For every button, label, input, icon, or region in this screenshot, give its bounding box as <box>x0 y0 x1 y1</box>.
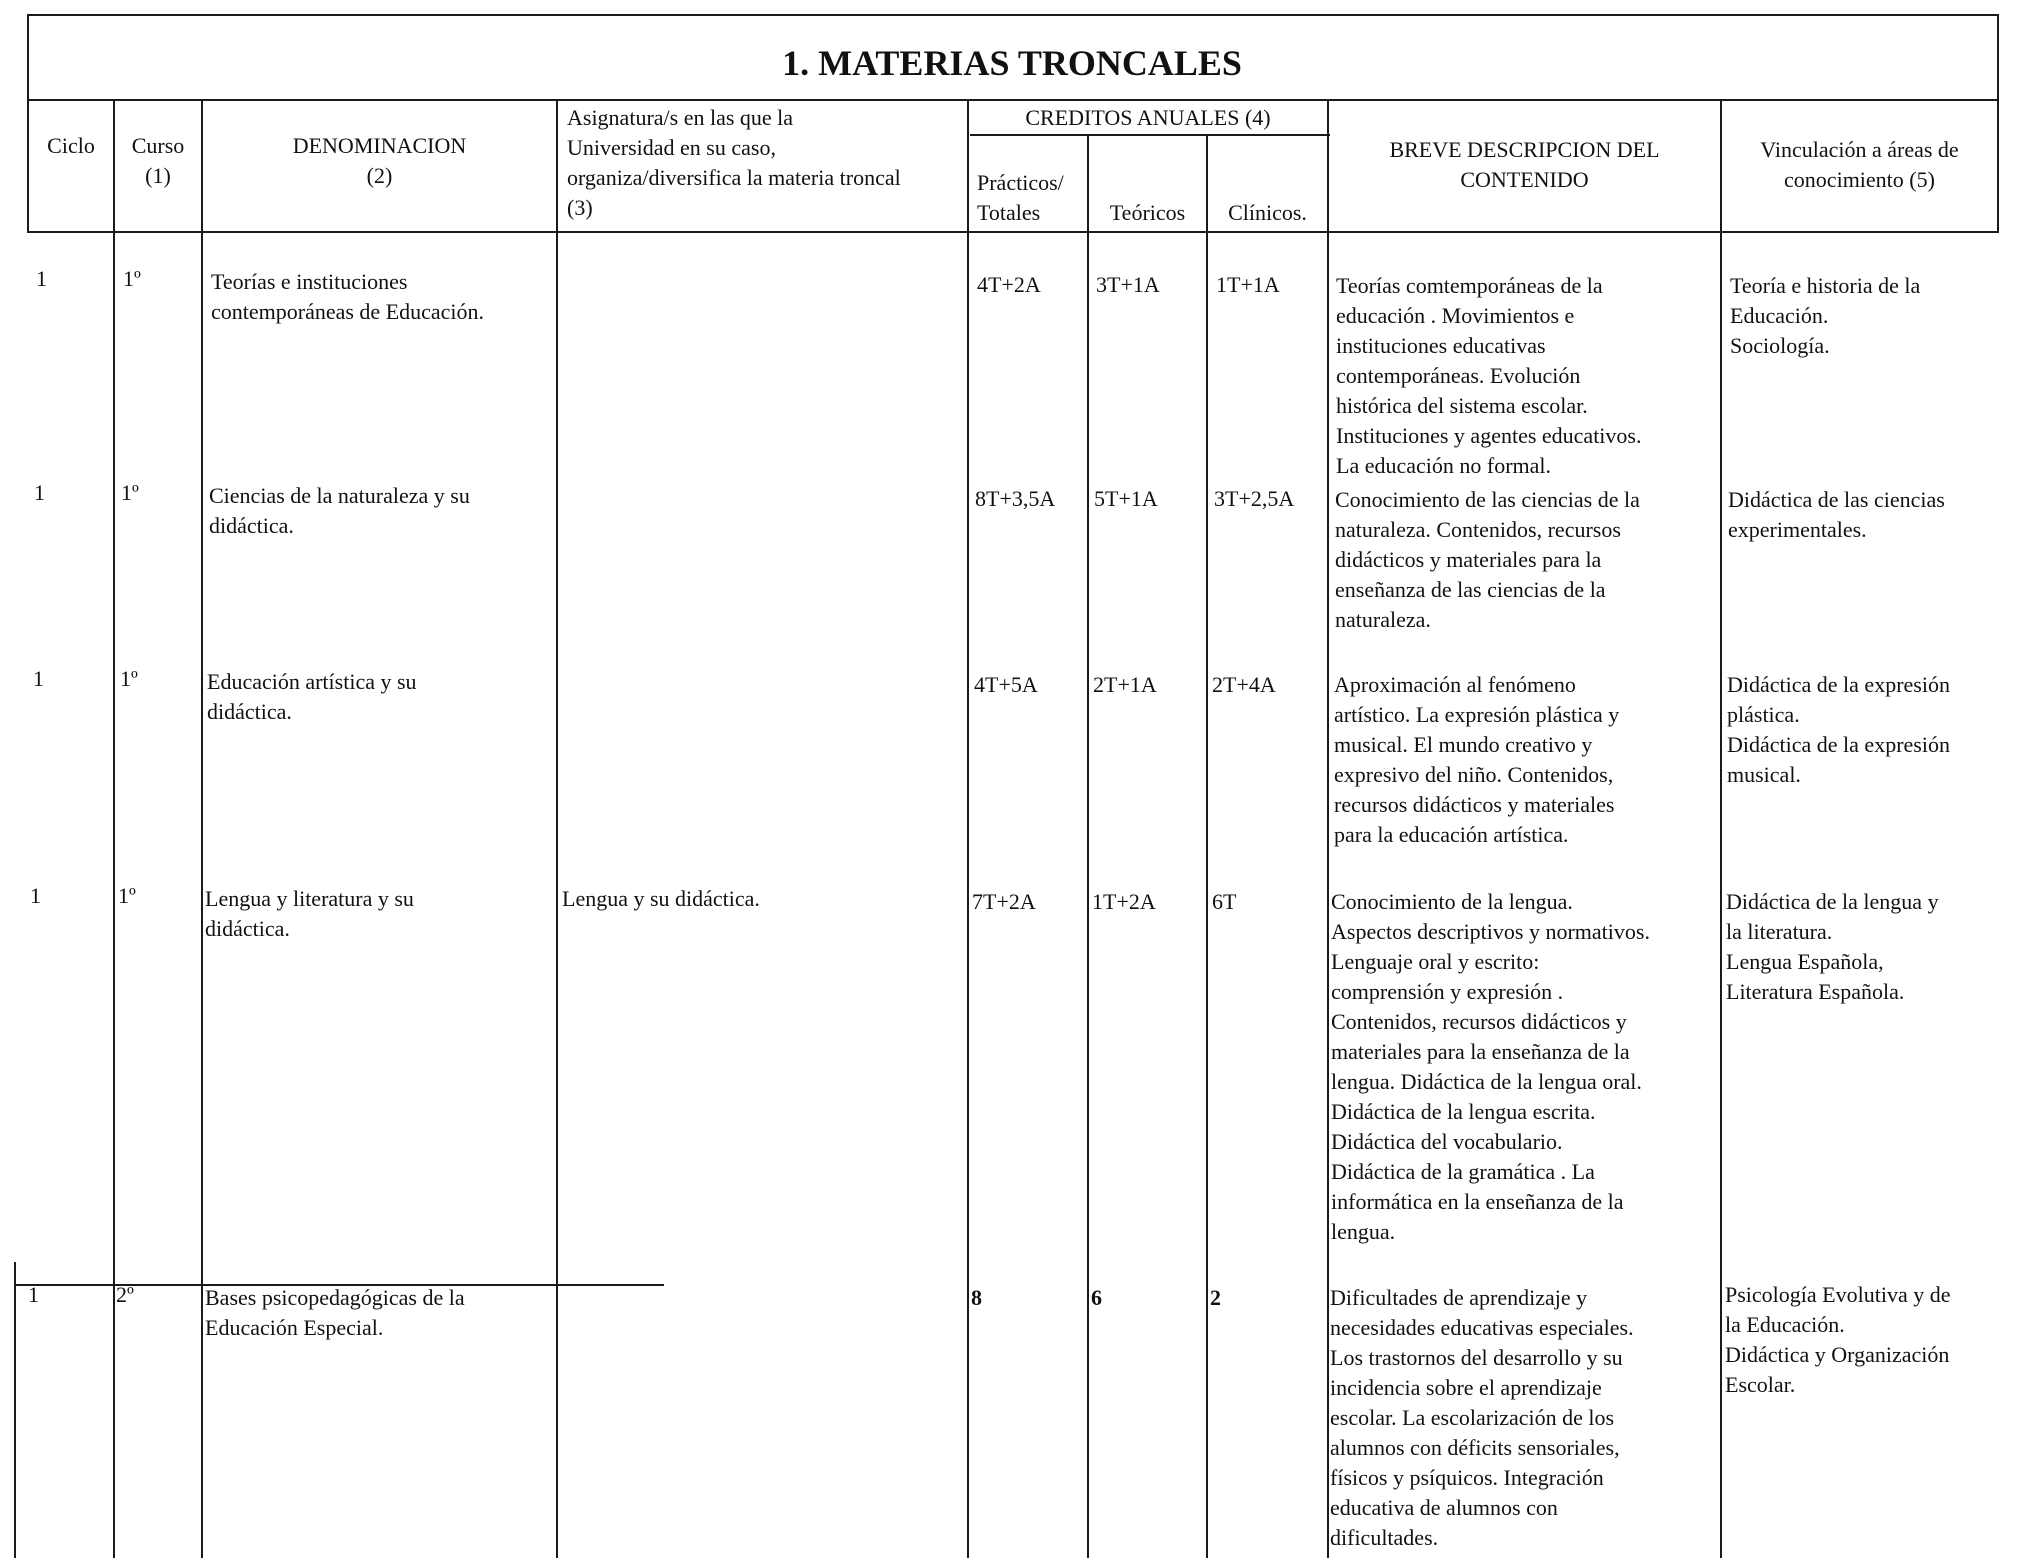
col-line-4 <box>556 99 558 1558</box>
creditos-subheader-border <box>970 134 1330 136</box>
col-line-5 <box>967 99 969 1558</box>
col-line-3 <box>201 99 203 1558</box>
row1-vinculacion: Teoría e historia de la Educación. Sociología. <box>1730 273 1921 358</box>
table-top-border <box>27 14 1999 16</box>
header-bottom-border <box>27 231 1999 233</box>
title-bottom-border <box>27 99 1999 101</box>
row4-vinculacion: Didáctica de la lengua y la literatura. Lengua Española, Literatura Española. <box>1726 889 1939 1004</box>
header-teoricos: Teóricos <box>1109 200 1186 225</box>
row1-totales: 4T+2A <box>977 272 1041 297</box>
table-right-border <box>1997 14 1999 100</box>
col-line-8 <box>1327 99 1329 1558</box>
row2-descripcion: Conocimiento de las ciencias de la naturaleza. Contenidos, recursos didácticos y materiales para la enseñanza de las ciencias de la naturaleza. <box>1335 487 1640 632</box>
col-line-9 <box>1720 99 1722 1558</box>
row1-denominacion: Teorías e instituciones contemporáneas de Educación. <box>211 269 485 324</box>
row1-ciclo: 1 <box>36 266 47 291</box>
page-title: 1. MATERIAS TRONCALES <box>782 43 1242 83</box>
row2-denominacion: Ciencias de la naturaleza y su didáctica. <box>209 483 470 538</box>
row3-denominacion: Educación artística y su didáctica. <box>207 669 417 724</box>
col-line-1 <box>27 99 29 233</box>
row3-clinicos: 2T+4A <box>1212 672 1276 697</box>
row3-teoricos: 2T+1A <box>1093 672 1157 697</box>
row3-totales: 4T+5A <box>974 672 1038 697</box>
col-line-6 <box>1087 134 1089 1558</box>
row5-vinculacion: Psicología Evolutiva y de la Educación. Didáctica y Organización Escolar. <box>1725 1282 1951 1397</box>
col-line-1b <box>14 1262 16 1558</box>
header-clinicos: Clínicos. <box>1228 200 1307 225</box>
header-ciclo: Ciclo <box>47 133 95 158</box>
row1-descripcion: Teorías comtemporáneas de la educación . Movimientos e instituciones educativas contemporáneas. Evolución histórica del sistema escolar. Instituciones y agentes educativos. La educación no formal. <box>1336 273 1642 478</box>
row2-teoricos: 5T+1A <box>1094 486 1158 511</box>
row4-totales: 7T+2A <box>972 889 1036 914</box>
row3-vinculacion: Didáctica de la expresión plástica. Didáctica de la expresión musical. <box>1727 672 1950 787</box>
row5-totales: 8 <box>971 1285 982 1310</box>
row5-ciclo: 1 <box>28 1282 39 1307</box>
row3-curso: 1º <box>120 666 138 691</box>
row2-totales: 8T+3,5A <box>975 486 1056 511</box>
row5-teoricos: 6 <box>1091 1285 1102 1310</box>
header-practicos-totales: Prácticos/ Totales <box>977 170 1064 225</box>
row4-teoricos: 1T+2A <box>1092 889 1156 914</box>
col-line-7 <box>1206 134 1208 1558</box>
row4-asignatura: Lengua y su didáctica. <box>562 886 760 911</box>
row4-denominacion: Lengua y literatura y su didáctica. <box>205 886 414 941</box>
header-breve-descripcion: BREVE DESCRIPCION DEL CONTENIDO <box>1389 137 1660 192</box>
header-denominacion: DENOMINACION (2) <box>292 133 467 188</box>
header-creditos-anuales: CREDITOS ANUALES (4) <box>1025 105 1271 130</box>
row1-curso: 1º <box>123 266 141 291</box>
header-asignaturas: Asignatura/s en las que la Universidad en su caso, organiza/diversifica la materia troncal (3) <box>567 105 901 220</box>
row4-clinicos: 6T <box>1212 889 1237 914</box>
row4-descripcion: Conocimiento de la lengua. Aspectos descriptivos y normativos. Lenguaje oral y escrito: comprensión y expresión . Contenidos, recursos didácticos y materiales para la enseñanza de la lengua. Didáctica de la lengua oral. Didáctica de la lengua escrita. Didáctica del vocabulario. Didáctica de la gramática . La informática en la enseñanza de la lengua. <box>1331 889 1650 1244</box>
row5-denominacion: Bases psicopedagógicas de la Educación Especial. <box>205 1285 465 1340</box>
row4-ciclo: 1 <box>30 883 41 908</box>
row1-clinicos: 1T+1A <box>1216 272 1280 297</box>
row2-vinculacion: Didáctica de las ciencias experimentales. <box>1728 487 1945 542</box>
row2-curso: 1º <box>121 480 139 505</box>
row3-ciclo: 1 <box>33 666 44 691</box>
row5-clinicos: 2 <box>1210 1285 1221 1310</box>
row5-curso: 2º <box>116 1282 134 1307</box>
row2-ciclo: 1 <box>34 480 45 505</box>
header-vinculacion: Vinculación a áreas de conocimiento (5) <box>1760 137 1959 192</box>
row2-clinicos: 3T+2,5A <box>1214 486 1295 511</box>
col-line-10 <box>1997 99 1999 233</box>
header-curso: Curso (1) <box>131 133 185 188</box>
col-line-2 <box>113 99 115 1558</box>
row5-descripcion: Dificultades de aprendizaje y necesidades educativas especiales. Los trastornos del desarrollo y su incidencia sobre el aprendizaje escolar. La escolarización de los alumnos con déficits sensoriales, físicos y psíquicos. Integración educativa de alumnos con dificultades. <box>1330 1285 1634 1550</box>
row1-teoricos: 3T+1A <box>1096 272 1160 297</box>
row3-descripcion: Aproximación al fenómeno artístico. La expresión plástica y musical. El mundo creativo y expresivo del niño. Contenidos, recursos didácticos y materiales para la educación artística. <box>1334 672 1620 847</box>
row4-curso: 1º <box>118 883 136 908</box>
